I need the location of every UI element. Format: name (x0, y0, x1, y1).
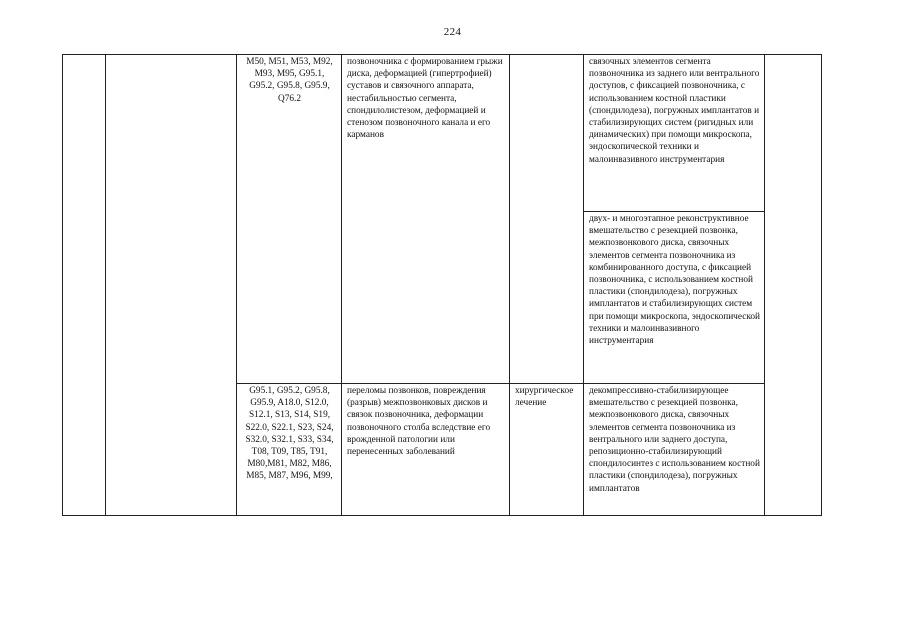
medical-care-table (62, 54, 822, 516)
index-cell (63, 55, 106, 516)
diagnosis-codes-cell: G95.1, G95.2, G95.8, G95.9, A18.0, S12.0, S12.1, S13, S14, S19, S22.0, S22.1, S23, S24, S32.0, S32.1, S33, S34, T08, T09, T85, T91, M80,M81, M82, M86, M85, M87, M96, M99, (237, 384, 342, 516)
page-number: 224 (443, 26, 462, 38)
treatment-method-cell: двух- и многоэтапное реконструктивное вмешательство с резекцией позвонка, межпозвонкового диска, связочных элементов сегмента позвоночника из комбинированного доступа, с фиксацией позвоночника, с использованием костной пластики (спондилодеза), погружных имплантатов и стабилизирующих систем при помощи микроскопа, эндоскопической техники и малоинвазивного инструментария (584, 212, 765, 384)
treatment-method-cell: связочных элементов сегмента позвоночника из заднего или вентрального доступов, с фиксацией позвоночника, с использованием костной пластики (спондилодеза), погружных имплантатов и стабилизирующих систем (ригидных или динамических) при помощи микроскопа, эндоскопической техники и малоинвазивного инструментария (584, 55, 765, 212)
table-row (63, 55, 822, 212)
cost-cell (765, 55, 822, 516)
care-type-cell (106, 55, 237, 516)
patient-model-cell: позвоночника с формированием грыжи диска, деформацией (гипертрофией) суставов и связочного аппарата, нестабильностью сегмента, спондилолистезом, деформацией и стенозом позвоночного канала и его карманов (342, 55, 510, 384)
diagnosis-codes-cell: M50, M51, M53, M92, M93, M95, G95.1, G95.2, G95.8, G95.9, Q76.2 (237, 55, 342, 384)
treatment-type-cell: хирургическое лечение (510, 384, 584, 516)
treatment-type-cell (510, 55, 584, 384)
treatment-method-cell: декомпрессивно-стабилизирующее вмешательство с резекцией позвонка, межпозвонкового диска, связочных элементов сегмента позвоночника из вентрального или заднего доступа, репозиционно-стабилизирующий спондилосинтез с использованием костной пластики (спондилодеза), погружных имплантатов (584, 384, 765, 516)
patient-model-cell: переломы позвонков, повреждения (разрыв) межпозвонковых дисков и связок позвоночника, деформации позвоночного столба вследствие его врожденной патологии или перенесенных заболеваний (342, 384, 510, 516)
